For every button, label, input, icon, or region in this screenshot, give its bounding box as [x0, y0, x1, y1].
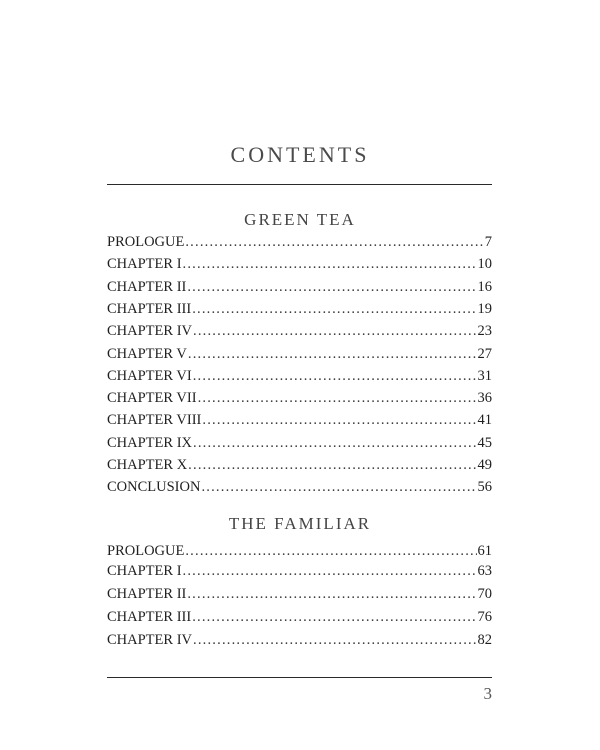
toc-entry-page: 82: [477, 632, 492, 648]
toc-entry-label: PROLOGUE: [107, 543, 185, 559]
toc-entry-page: 76: [477, 609, 492, 625]
toc-entry[interactable]: [107, 299, 492, 319]
toc-entry-page: 10: [477, 256, 492, 273]
toc-entry-page: 16: [477, 278, 492, 295]
toc-entry-label: CHAPTER IV: [107, 632, 192, 648]
toc-entry[interactable]: [107, 433, 492, 453]
toc-entry[interactable]: [107, 232, 492, 252]
dot-leader: [201, 477, 476, 497]
dot-leader: [183, 254, 477, 274]
dot-leader: [188, 455, 476, 475]
toc-entry[interactable]: [107, 630, 492, 650]
toc-entry[interactable]: [107, 561, 492, 581]
toc-entry-label: CONCLUSION: [107, 479, 201, 496]
toc-entry-label: CHAPTER VIII: [107, 412, 202, 429]
section-title-green-tea: GREEN TEA: [244, 210, 356, 229]
toc-entry-label: CHAPTER II: [107, 586, 187, 602]
toc-entry[interactable]: [107, 607, 492, 627]
toc-entry[interactable]: [107, 254, 492, 274]
toc-entry-page: 41: [477, 412, 492, 429]
toc-entry-page: 70: [477, 586, 492, 602]
toc-entry-label: CHAPTER II: [107, 278, 187, 295]
dot-leader: [192, 299, 476, 319]
dot-leader: [183, 561, 477, 581]
dot-leader: [193, 366, 477, 386]
toc-entry[interactable]: [107, 541, 492, 561]
toc-entry-page: 31: [477, 367, 492, 384]
toc-entry[interactable]: [107, 277, 492, 297]
toc-entry[interactable]: [107, 410, 492, 430]
toc-entry-page: 56: [477, 479, 492, 496]
dot-leader: [202, 410, 476, 430]
toc-entry-label: CHAPTER VII: [107, 390, 197, 407]
top-rule: [107, 184, 492, 185]
toc-entry-label: CHAPTER VI: [107, 367, 192, 384]
dot-leader: [193, 321, 477, 341]
toc-entry-label: CHAPTER I: [107, 256, 182, 273]
toc-entry-page: 49: [477, 457, 492, 473]
toc-entry-page: 61: [477, 543, 492, 559]
toc-entry-label: CHAPTER III: [107, 300, 192, 317]
toc-entry-page: 7: [484, 234, 492, 250]
toc-entry-label: CHAPTER III: [107, 609, 192, 625]
toc-entry[interactable]: [107, 388, 492, 408]
toc-entry-label: CHAPTER IX: [107, 434, 192, 451]
toc-entry-label: CHAPTER I: [107, 563, 182, 579]
toc-entry-page: 23: [477, 323, 492, 340]
toc-entry[interactable]: [107, 477, 492, 497]
dot-leader: [193, 630, 477, 650]
section-title-the-familiar: THE FAMILIAR: [228, 514, 372, 533]
toc-entry[interactable]: [107, 584, 492, 604]
dot-leader: [188, 344, 477, 364]
toc-entry-page: 36: [477, 390, 492, 407]
toc-entry[interactable]: [107, 455, 492, 475]
toc-entry-page: 19: [477, 300, 492, 317]
toc-entry-label: PROLOGUE: [107, 234, 185, 250]
dot-leader: [192, 607, 476, 627]
toc-entry-label: CHAPTER IV: [107, 323, 192, 340]
toc-entry-page: 63: [477, 563, 492, 579]
dot-leader: [187, 277, 476, 297]
dot-leader: [193, 433, 477, 453]
toc-entry[interactable]: [107, 321, 492, 341]
toc-entry-page: 45: [477, 434, 492, 451]
page-number: 3: [483, 684, 492, 703]
bottom-rule: [107, 677, 492, 678]
dot-leader: [198, 388, 477, 408]
dot-leader: [185, 541, 476, 561]
toc-entry-page: 27: [477, 345, 492, 362]
dot-leader: [185, 232, 483, 252]
toc-entry[interactable]: [107, 344, 492, 364]
toc-entry-label: CHAPTER X: [107, 457, 188, 473]
toc-entry[interactable]: [107, 366, 492, 386]
contents-title: CONTENTS: [230, 142, 370, 167]
dot-leader: [187, 584, 476, 604]
toc-entry-label: CHAPTER V: [107, 345, 187, 362]
